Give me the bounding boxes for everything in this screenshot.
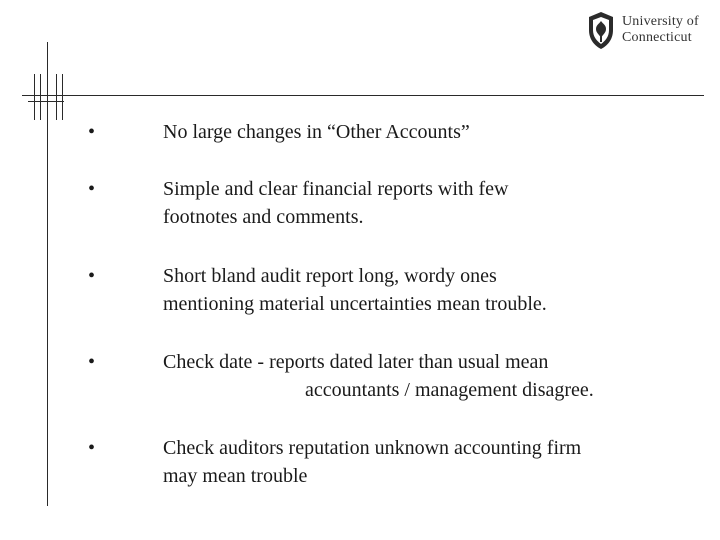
- bullet-line: may mean trouble: [163, 465, 308, 487]
- bullet-marker: •: [88, 121, 96, 143]
- bullet-text: [163, 262, 693, 318]
- bullet-line: accountants / management disagree.: [305, 379, 594, 401]
- bullet-line: Check date - reports dated later than usual mean: [163, 351, 549, 373]
- bullet-text: [163, 434, 693, 490]
- logo-line-2: Connecticut: [622, 30, 692, 45]
- bullet-line: footnotes and comments.: [163, 206, 364, 228]
- logo-line-1: University of: [622, 14, 699, 29]
- bullet-text: [163, 175, 693, 231]
- bullet-line: Simple and clear financial reports with few: [163, 178, 509, 200]
- bullet-text: [163, 118, 693, 146]
- bullet-line: mentioning material uncertainties mean trouble.: [163, 293, 547, 315]
- bullet-marker: •: [88, 351, 96, 373]
- bullet-marker: •: [88, 178, 96, 200]
- bullet-line: Short bland audit report long, wordy ones: [163, 265, 497, 287]
- bullet-text: [163, 348, 693, 404]
- bullet-line-indented: [163, 376, 693, 404]
- bullet-marker: •: [88, 437, 96, 459]
- bullet-line: No large changes in “Other Accounts”: [163, 121, 470, 143]
- bullet-line: Check auditors reputation unknown accounting firm: [163, 437, 582, 459]
- bullet-marker: •: [88, 265, 96, 287]
